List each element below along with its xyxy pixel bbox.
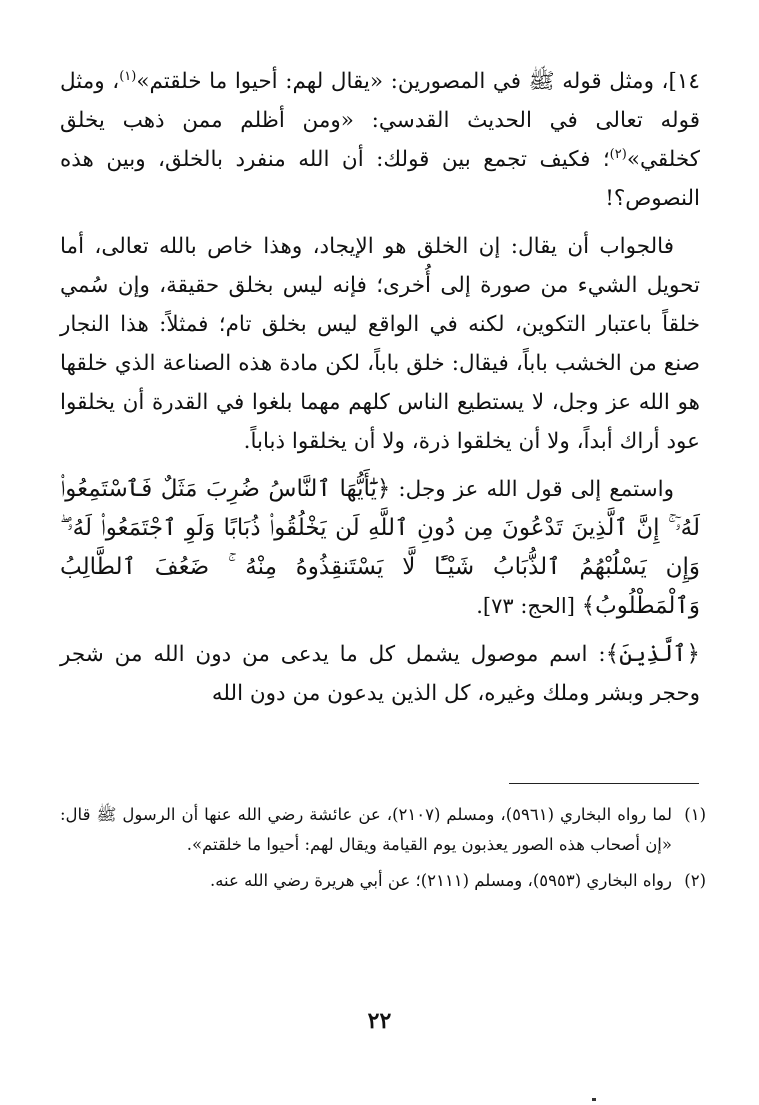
footnote-2 <box>60 866 706 896</box>
scan-mark <box>592 1098 596 1101</box>
paragraph-1-part-a: ١٤]، ومثل قوله ﷺ في المصورين: «يقال لهم: أحيوا ما خلقتم» <box>136 69 700 94</box>
paragraph-2: فالجواب أن يقال: إن الخلق هو الإيجاد، وهذا خاص بالله تعالى، أما تحويل الشيء من صورة إلى أُخرى؛ فإنه ليس بخلق حقيقة، وإن سُمي خلقاً باعتبار التكوين، لكنه في الواقع ليس بخلق تام؛ فمثلاً: هذا النجار صنع من الخشب باباً، فيقال: خلق باباً، لكن مادة هذه الصناعة الذي خلقها هو الله عز وجل، لا يستطيع الناس كلهم مهما بلغوا في القدرة أن يخلقوا عود أراك أبداً، ولا أن يخلقوا ذرة، ولا أن يخلقوا ذباباً. <box>60 234 700 454</box>
paragraph-3-intro: واستمع إلى قول الله عز وجل: <box>390 477 674 502</box>
footnote-1 <box>60 800 706 860</box>
quran-verse: ﴿يَٰٓأَيُّهَا ٱلنَّاسُ ضُرِبَ مَثَلٌ فَٱسْتَمِعُوا۟ لَهُۥٓ ۚ إِنَّ ٱلَّذِينَ تَدْعُونَ مِن دُونِ ٱللَّهِ لَن يَخْلُقُوا۟ ذُبَابًا وَلَوِ ٱجْتَمَعُوا۟ لَهُۥ ۖ وَإِن يَسْلُبْهُمُ ٱلذُّبَابُ شَيْـًٔا لَّا يَسْتَنقِذُوهُ مِنْهُ ۚ ضَعُفَ ٱلطَّالِبُ وَٱلْمَطْلُوبُ﴾ <box>60 476 700 619</box>
main-text <box>60 62 700 722</box>
footnote-separator <box>509 783 699 784</box>
footnote-marker-1[interactable]: (١) <box>119 68 137 84</box>
footnotes <box>60 800 706 902</box>
footnote-1-text: لما رواه البخاري (٥٩٦١)، ومسلم (٢١٠٧)، عن عائشة رضي الله عنها أن الرسول ﷺ قال: «إن أصحاب هذه الصور يعذبون يوم القيامة ويقال لهم: أحيوا ما خلقتم». <box>60 805 672 854</box>
footnote-2-text: رواه البخاري (٥٩٥٣)، ومسلم (٢١١١)؛ عن أبي هريرة رضي الله عنه. <box>209 871 672 890</box>
paragraph-1-part-b: ، ومثل قوله تعالى في الحديث القدسي: «ومن أظلم ممن ذهب يخلق كخلقي» <box>60 69 700 172</box>
paragraph-3 <box>60 470 700 626</box>
footnote-1-number: (١) <box>684 805 706 824</box>
verse-reference: [الحج: ٧٣]. <box>476 594 582 618</box>
paragraph-4-text: : اسم موصول يشمل كل ما يدعى من دون الله من شجر وحجر وبشر وملك وغيره، كل الذين يدعون من دون الله <box>60 642 700 706</box>
paragraph-1-part-c: ؛ فكيف تجمع بين قولك: أن الله منفرد بالخلق، وبين هذه النصوص؟! <box>60 147 700 211</box>
quran-term: ﴿ٱلَّذِينَ﴾ <box>605 641 700 667</box>
footnote-2-number: (٢) <box>684 871 706 890</box>
paragraph-4 <box>60 635 700 713</box>
page-number: ٢٢ <box>367 1008 392 1034</box>
paragraph-1 <box>60 62 700 218</box>
footnote-marker-2[interactable]: (٢) <box>609 146 627 162</box>
